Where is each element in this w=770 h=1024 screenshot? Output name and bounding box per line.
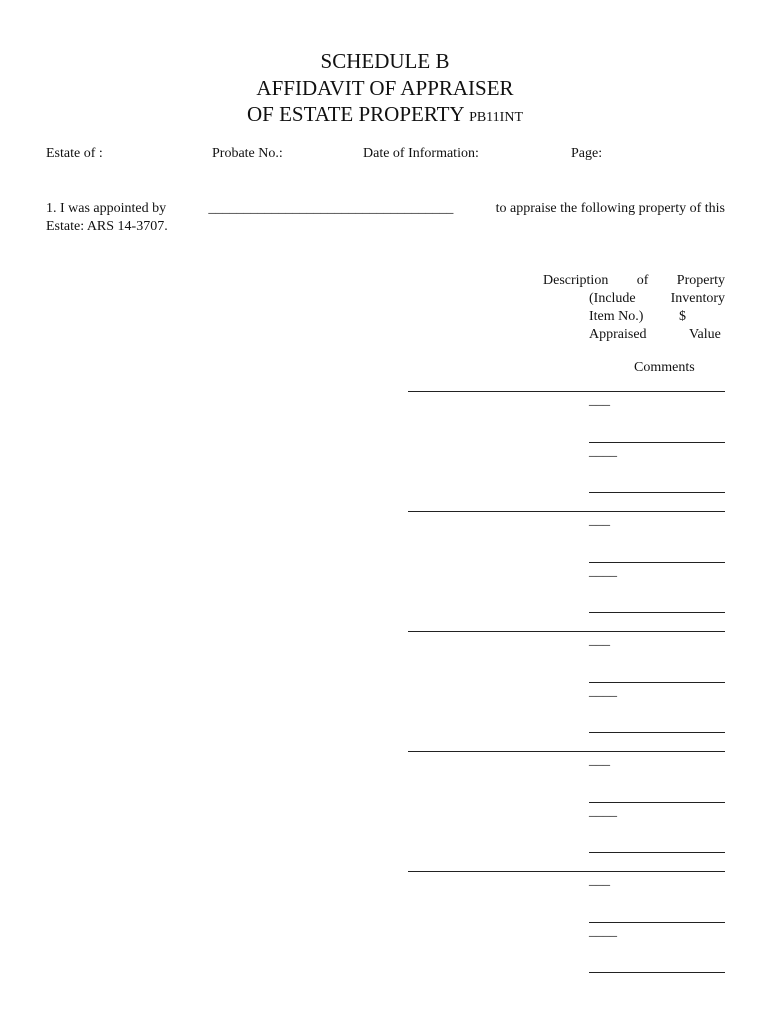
value-blank-line[interactable] <box>589 682 725 683</box>
appraised-heading: Appraised <box>589 327 647 342</box>
title-affidavit: AFFIDAVIT OF APPRAISER <box>256 76 514 100</box>
comments-blank-line[interactable] <box>589 732 725 733</box>
inventory-word: Inventory <box>670 291 725 306</box>
short-blank-mark: ____ <box>589 564 617 579</box>
appointment-text-start: 1. I was appointed by <box>46 201 167 216</box>
short-blank-mark: ___ <box>589 873 610 888</box>
value-blank-line[interactable] <box>589 442 725 443</box>
description-blank-line[interactable] <box>408 511 725 512</box>
comments-blank-line[interactable] <box>589 492 725 493</box>
appointment-statute: Estate: ARS 14-3707. <box>46 219 168 234</box>
appointed-by-blank[interactable]: ___________________________________ <box>208 201 454 216</box>
comments-blank-line[interactable] <box>589 972 725 973</box>
short-blank-mark: ____ <box>589 444 617 459</box>
description-blank-line[interactable] <box>408 751 725 752</box>
value-blank-line[interactable] <box>589 562 725 563</box>
value-heading: Value <box>689 327 721 342</box>
probate-no-label: Probate No.: <box>212 146 283 161</box>
property-word: Property <box>676 273 725 288</box>
form-code: PB11INT <box>469 110 523 125</box>
comments-blank-line[interactable] <box>589 852 725 853</box>
short-blank-mark: ____ <box>589 924 617 939</box>
title-estate-property-text: OF ESTATE PROPERTY <box>247 102 464 126</box>
short-blank-mark: ___ <box>589 393 610 408</box>
title-schedule: SCHEDULE B <box>320 49 450 73</box>
description-blank-line[interactable] <box>408 391 725 392</box>
title-estate-property <box>0 101 770 131</box>
appointment-paragraph <box>46 201 725 217</box>
short-blank-mark: ____ <box>589 684 617 699</box>
item-no-heading: Item No.) <box>589 309 644 324</box>
of-word: of <box>636 273 649 288</box>
page-label: Page: <box>571 146 603 161</box>
short-blank-mark: ____ <box>589 804 617 819</box>
comments-blank-line[interactable] <box>589 612 725 613</box>
description-word: Description <box>543 273 609 288</box>
short-blank-mark: ___ <box>589 513 610 528</box>
include-word: (Include <box>589 291 636 306</box>
date-of-information-label: Date of Information: <box>363 146 479 161</box>
short-blank-mark: ___ <box>589 633 610 648</box>
value-blank-line[interactable] <box>589 922 725 923</box>
appointment-text-end: to appraise the following property of this <box>495 201 725 216</box>
short-blank-mark: ___ <box>589 753 610 768</box>
description-blank-line[interactable] <box>408 871 725 872</box>
estate-of-label: Estate of : <box>46 146 103 161</box>
comments-heading: Comments <box>634 360 695 375</box>
include-inventory-heading <box>589 291 725 307</box>
description-heading <box>543 273 725 289</box>
value-blank-line[interactable] <box>589 802 725 803</box>
description-blank-line[interactable] <box>408 631 725 632</box>
dollar-sign: $ <box>679 309 686 324</box>
description-heading-line1 <box>543 273 725 289</box>
